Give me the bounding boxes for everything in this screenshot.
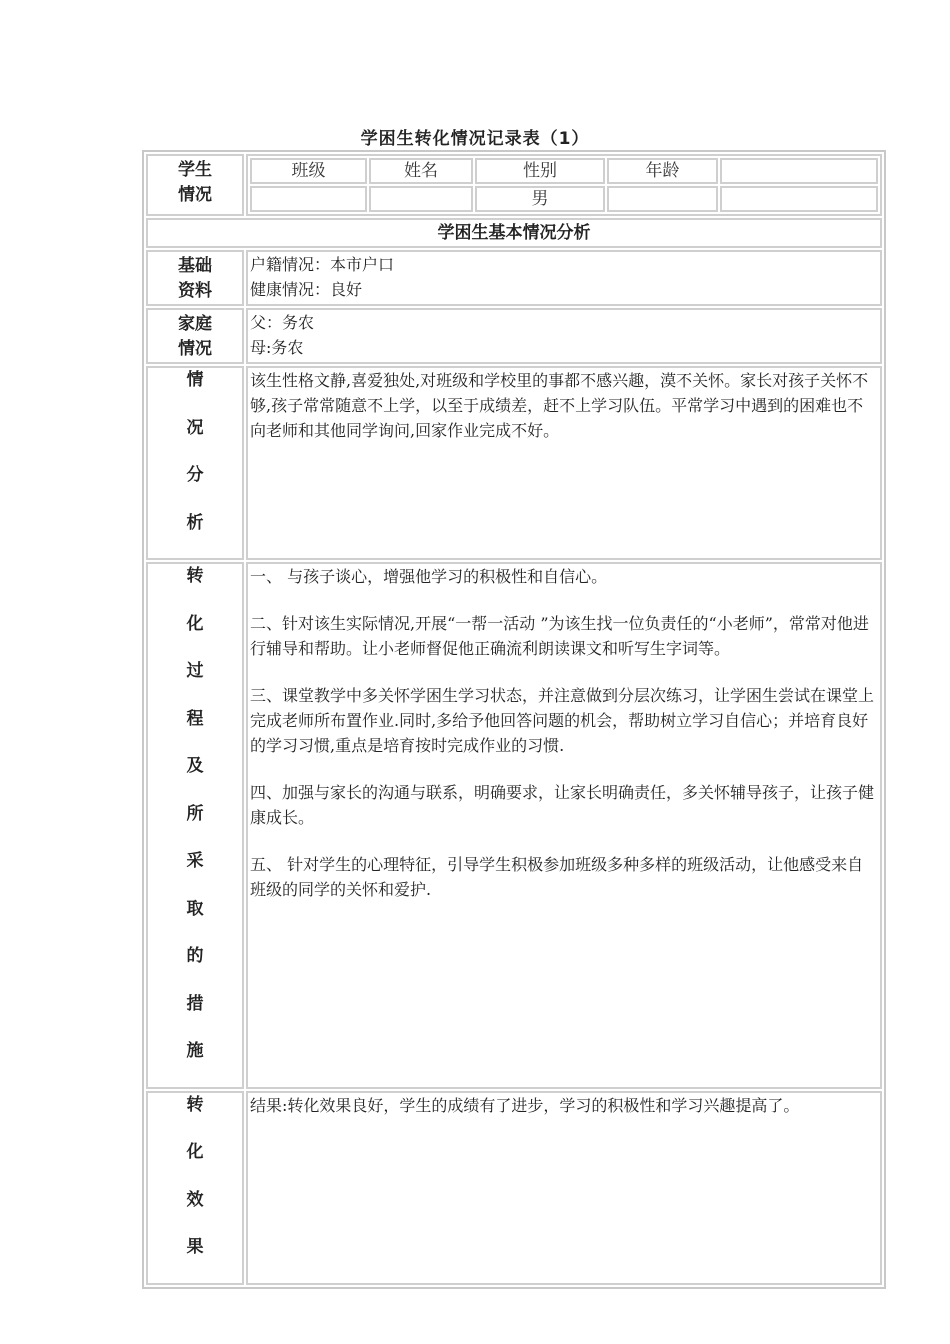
value-extra: [720, 186, 878, 212]
student-info-grid: [248, 156, 880, 214]
result-label-char: 转: [186, 1094, 204, 1115]
measures-label-char: 取: [186, 898, 204, 919]
analysis-text: 该生性格文静,喜爱独处,对班级和学校里的事都不感兴趣，漠不关怀。家长对孩子关怀不够,孩子常常随意不上学，以至于成绩差，赶不上学习队伍。平常学习中遇到的困难也不向老师和其他同学询问,回家作业完成不好。: [250, 371, 869, 440]
value-gender: 男: [475, 186, 605, 212]
result-text: 结果:转化效果良好，学生的成绩有了进步，学习的积极性和学习兴趣提高了。: [250, 1095, 800, 1115]
measures-label-char: 化: [186, 613, 204, 634]
value-name: [369, 186, 473, 212]
document-title: 学困生转化情况记录表（1）: [360, 129, 590, 149]
basic-info-row: [146, 250, 882, 306]
family-label-line2: 情况: [178, 339, 212, 359]
analysis-label-char: 况: [186, 417, 204, 438]
student-info-label-line2: 情况: [178, 185, 212, 205]
measures-label-char: 程: [186, 708, 204, 729]
record-table: [142, 150, 886, 1289]
student-info-value-row: [250, 186, 878, 212]
measure-item-3: 三、课堂教学中多关怀学困生学习状态，并注意做到分层次练习，让学困生尝试在课堂上完成老师所布置作业.同时,多给予他回答问题的机会，帮助树立学习自信心；并培育良好的学习习惯,重点是培育按时完成作业的习惯.: [250, 686, 875, 755]
measures-content: [246, 562, 882, 1089]
value-class: [250, 186, 367, 212]
measures-label-char: 过: [186, 661, 204, 681]
family-row: [146, 308, 882, 364]
basic-info-label: [146, 250, 244, 306]
result-row: [146, 1091, 882, 1285]
measure-item-1: 一、 与孩子谈心，增强他学习的积极性和自信心。: [250, 567, 608, 586]
household-line: 户籍情况：本市户口: [250, 255, 395, 274]
header-age: 年龄: [607, 158, 718, 184]
result-label: [146, 1091, 244, 1285]
analysis-label-char: 析: [186, 512, 204, 533]
family-content: [246, 308, 882, 364]
basic-info-label-line1: 基础: [178, 256, 212, 276]
measures-row: [146, 562, 882, 1089]
analysis-content: [246, 366, 882, 560]
student-info-label-line1: 学生: [178, 160, 212, 180]
measures-label-char: 施: [186, 1041, 204, 1061]
analysis-label: [146, 366, 244, 560]
measures-label-char: 采: [186, 851, 204, 871]
section-title-row: [146, 218, 882, 248]
result-label-char: 果: [186, 1237, 204, 1257]
measures-label-char: 措: [186, 993, 204, 1014]
family-label-line1: 家庭: [178, 314, 212, 334]
measures-label-char: 及: [186, 756, 204, 776]
student-info-label: [146, 154, 244, 216]
header-extra: [720, 158, 878, 184]
measures-label-char: 所: [186, 803, 204, 824]
result-label-char: 化: [186, 1142, 204, 1162]
student-info-header-row: [250, 158, 878, 184]
measure-item-4: 四、加强与家长的沟通与联系，明确要求，让家长明确责任，多关怀辅导孩子，让孩子健康成长。: [250, 783, 875, 827]
analysis-label-char: 分: [186, 465, 204, 485]
analysis-row: [146, 366, 882, 560]
mother-line: 母:务农: [250, 338, 304, 357]
header-name: 姓名: [369, 158, 473, 184]
student-info-grid-cell: [246, 154, 882, 216]
measures-label-char: 转: [186, 566, 204, 586]
father-line: 父：务农: [250, 313, 315, 332]
basic-info-label-line2: 资料: [178, 281, 212, 301]
result-content: [246, 1091, 882, 1285]
measure-item-2: 二、针对该生实际情况,开展“一帮一活动 ”为该生找一位负责任的“小老师”，常常对他进行辅导和帮助。让小老师督促他正确流利朗读课文和听写生字词等。: [250, 614, 869, 658]
section-title: 学困生基本情况分析: [146, 218, 882, 248]
measures-label: [146, 562, 244, 1089]
header-gender: 性别: [475, 158, 605, 184]
measure-item-5: 五、 针对学生的心理特征，引导学生积极参加班级多种多样的班级活动，让他感受来自班级的同学的关怀和爱护.: [250, 855, 864, 899]
value-age: [607, 186, 718, 212]
measures-label-char: 的: [186, 946, 204, 966]
analysis-label-char: 情: [186, 370, 204, 390]
result-label-char: 效: [186, 1189, 204, 1210]
basic-info-content: [246, 250, 882, 306]
family-label: [146, 308, 244, 364]
header-class: 班级: [250, 158, 367, 184]
health-line: 健康情况：良好: [250, 280, 363, 299]
student-info-row: [146, 154, 882, 216]
